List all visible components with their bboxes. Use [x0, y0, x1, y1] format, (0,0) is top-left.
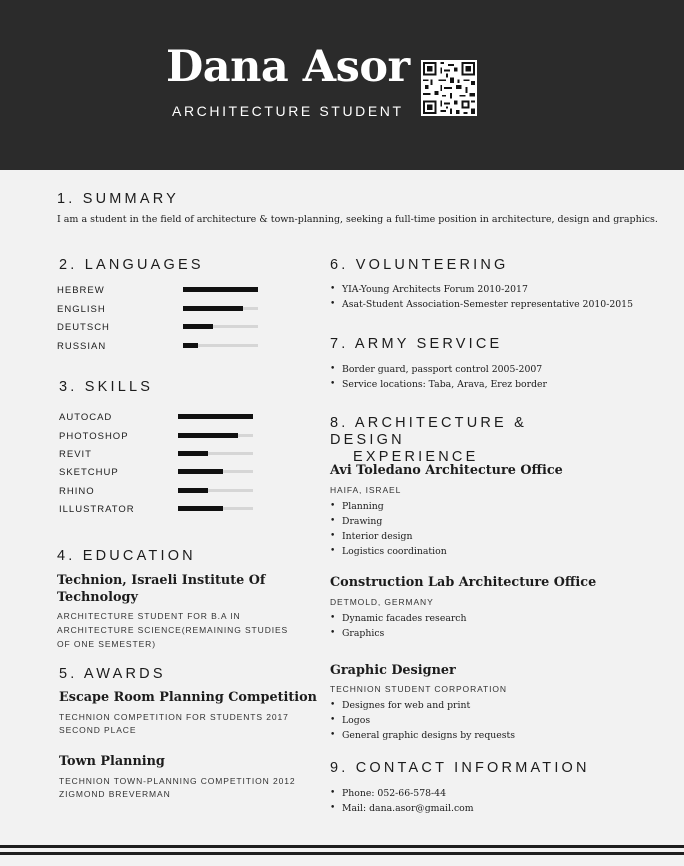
- footer-rule: [0, 845, 684, 848]
- experience-heading-line1: 8. ARCHITECTURE & DESIGN: [330, 415, 528, 448]
- skill-level-track: [178, 452, 253, 455]
- award-detail: TECHNION COMPETITION FOR STUDENTS 2017: [59, 712, 289, 722]
- skill-level-track: [178, 507, 253, 510]
- job-title: Avi Toledano Architecture Office: [330, 463, 563, 478]
- skill-label: AUTOCAD: [59, 412, 113, 423]
- skill-level-fill: [178, 414, 253, 419]
- language-level-track: [183, 325, 258, 328]
- list-item: • Asat-Student Association-Semester representative 2010-2015: [342, 297, 633, 312]
- skill-level-track: [178, 415, 253, 418]
- list-item: • Interior design: [342, 529, 447, 544]
- resume-title: ARCHITECTURE STUDENT: [172, 103, 404, 119]
- languages-heading: 2. LANGUAGES: [59, 257, 204, 273]
- skill-level-fill: [178, 506, 223, 511]
- experience-heading: [330, 415, 590, 466]
- language-level-track: [183, 307, 258, 310]
- skill-row: [59, 486, 253, 504]
- skill-level-track: [178, 434, 253, 437]
- job-title: Construction Lab Architecture Office: [330, 575, 597, 590]
- skill-label: PHOTOSHOP: [59, 431, 129, 442]
- language-row: [57, 285, 258, 303]
- language-row: [57, 341, 258, 359]
- job-duties: [330, 698, 515, 743]
- language-level-track: [183, 344, 258, 347]
- contact-list: [330, 786, 474, 816]
- award-detail: TECHNION TOWN-PLANNING COMPETITION 2012: [59, 776, 296, 786]
- experience-heading-line2: EXPERIENCE: [353, 449, 479, 465]
- language-label: HEBREW: [57, 285, 105, 296]
- header-banner: [0, 0, 684, 170]
- contact-phone[interactable]: • Phone: 052-66-578-44: [342, 786, 474, 801]
- volunteering-heading: 6. VOLUNTEERING: [330, 257, 509, 273]
- army-list: [330, 362, 547, 392]
- contact-email[interactable]: • Mail: dana.asor@gmail.com: [342, 801, 474, 816]
- contact-heading: 9. CONTACT INFORMATION: [330, 760, 590, 776]
- skill-label: SKETCHUP: [59, 467, 119, 478]
- language-level-fill: [183, 324, 213, 329]
- job-duties: [330, 611, 467, 641]
- skill-level-track: [178, 489, 253, 492]
- skill-label: ILLUSTRATOR: [59, 504, 135, 515]
- award-detail: SECOND PLACE: [59, 725, 137, 735]
- volunteering-list: [330, 282, 633, 312]
- award-title: Town Planning: [59, 754, 165, 769]
- skill-label: RHINO: [59, 486, 95, 497]
- list-item: • YIA-Young Architects Forum 2010-2017: [342, 282, 633, 297]
- job-location: TECHNION STUDENT CORPORATION: [330, 684, 507, 694]
- language-level-fill: [183, 287, 258, 292]
- job-duties: [330, 499, 447, 559]
- list-item: • Logos: [342, 713, 515, 728]
- education-details: ARCHITECTURE STUDENT FOR B.A IN ARCHITECTURE SCIENCE(REMAINING STUDIES OF ONE SEMESTER): [57, 611, 289, 649]
- footer-rule: [0, 852, 684, 855]
- summary-text: I am a student in the field of architecture & town-planning, seeking a full-time position in architecture, design and graphics.: [57, 214, 658, 225]
- skill-level-fill: [178, 451, 208, 456]
- skill-level-fill: [178, 433, 238, 438]
- skill-level-fill: [178, 488, 208, 493]
- language-level-fill: [183, 306, 243, 311]
- list-item: • Border guard, passport control 2005-2007: [342, 362, 547, 377]
- list-item: • Logistics coordination: [342, 544, 447, 559]
- language-level-track: [183, 288, 258, 291]
- skill-level-fill: [178, 469, 223, 474]
- award-detail: ZIGMOND BREVERMAN: [59, 789, 171, 799]
- resume-name: Dana Asor: [166, 42, 410, 92]
- skill-row: [59, 504, 253, 522]
- skill-row: [59, 412, 253, 430]
- list-item: • Graphics: [342, 626, 467, 641]
- language-label: RUSSIAN: [57, 341, 107, 352]
- language-label: ENGLISH: [57, 304, 106, 315]
- list-item: • Designes for web and print: [342, 698, 515, 713]
- skill-row: [59, 431, 253, 449]
- skill-row: [59, 449, 253, 467]
- job-location: HAIFA, ISRAEL: [330, 485, 402, 495]
- language-row: [57, 304, 258, 322]
- list-item: • Service locations: Taba, Arava, Erez border: [342, 377, 547, 392]
- language-level-fill: [183, 343, 198, 348]
- award-title: Escape Room Planning Competition: [59, 690, 317, 705]
- list-item: • Planning: [342, 499, 447, 514]
- job-title: Graphic Designer: [330, 663, 456, 678]
- education-heading: 4. EDUCATION: [57, 548, 196, 564]
- language-row: [57, 322, 258, 340]
- skill-label: REVIT: [59, 449, 92, 460]
- list-item: • General graphic designs by requests: [342, 728, 515, 743]
- army-heading: 7. ARMY SERVICE: [330, 336, 503, 352]
- skills-heading: 3. SKILLS: [59, 379, 154, 395]
- job-location: DETMOLD, GERMANY: [330, 597, 434, 607]
- qr-code-icon[interactable]: [421, 60, 477, 116]
- education-school: Technion, Israeli Institute Of Technology: [57, 573, 266, 605]
- awards-heading: 5. AWARDS: [59, 666, 166, 682]
- language-label: DEUTSCH: [57, 322, 110, 333]
- list-item: • Dynamic facades research: [342, 611, 467, 626]
- skill-level-track: [178, 470, 253, 473]
- skill-row: [59, 467, 253, 485]
- summary-heading: 1. SUMMARY: [57, 191, 179, 207]
- list-item: • Drawing: [342, 514, 447, 529]
